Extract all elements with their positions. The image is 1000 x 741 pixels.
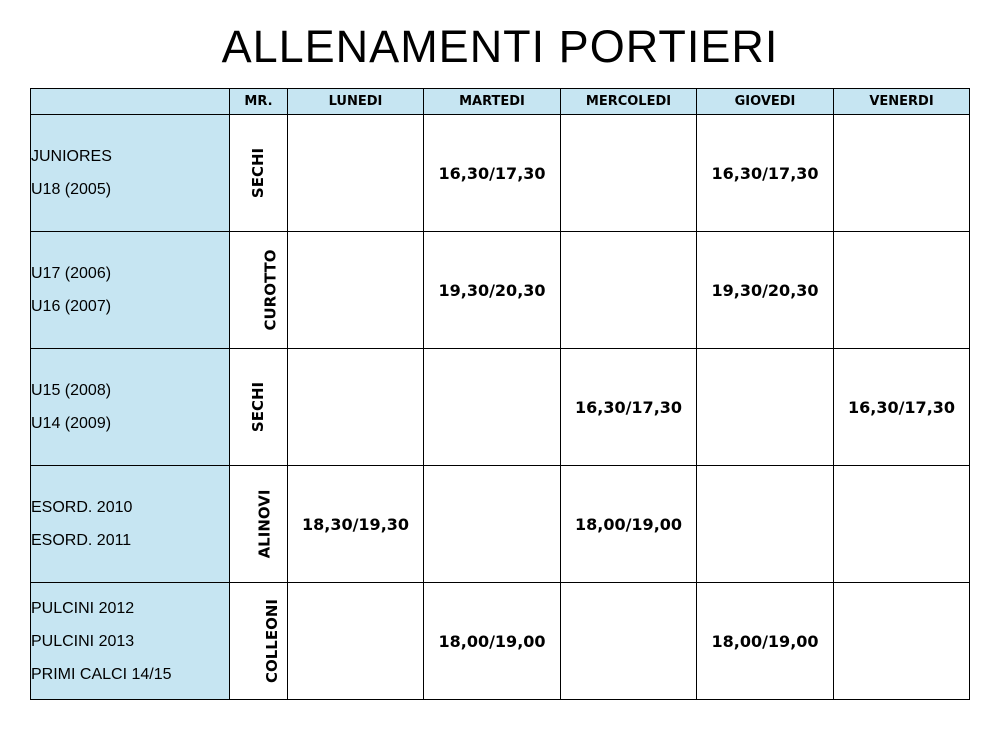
slot-friday bbox=[834, 115, 970, 232]
slot-wednesday bbox=[561, 115, 697, 232]
slot-wednesday bbox=[561, 232, 697, 349]
group-label: U17 (2006) bbox=[31, 265, 112, 282]
slot-tuesday bbox=[424, 466, 561, 583]
table-row bbox=[31, 583, 970, 700]
table-row bbox=[31, 115, 970, 232]
group-cell bbox=[31, 232, 230, 349]
coach-cell bbox=[230, 115, 288, 232]
coach-name: SECHI bbox=[249, 381, 268, 432]
group-cell bbox=[31, 466, 230, 583]
table-row bbox=[31, 466, 970, 583]
coach-name: SECHI bbox=[249, 147, 268, 198]
slot-friday bbox=[834, 232, 970, 349]
group-cell bbox=[31, 115, 230, 232]
slot-monday bbox=[288, 232, 424, 349]
slot-friday: 16,30/17,30 bbox=[834, 349, 970, 466]
table-row bbox=[31, 232, 970, 349]
group-label: PULCINI 2013 bbox=[31, 632, 135, 650]
coach-cell bbox=[230, 466, 288, 583]
group-cell bbox=[31, 583, 230, 700]
header-coach: MR. bbox=[230, 89, 288, 115]
slot-tuesday: 16,30/17,30 bbox=[424, 115, 561, 232]
coach-name: CUROTTO bbox=[261, 248, 280, 331]
group-label: ESORD. 2011 bbox=[31, 532, 132, 549]
slot-thursday: 16,30/17,30 bbox=[697, 115, 834, 232]
page-title: ALLENAMENTI PORTIERI bbox=[221, 21, 779, 72]
slot-thursday bbox=[697, 466, 834, 583]
coach-cell bbox=[230, 583, 288, 700]
header-blank bbox=[31, 89, 230, 115]
slot-tuesday: 19,30/20,30 bbox=[424, 232, 561, 349]
group-label: U18 (2005) bbox=[31, 181, 112, 198]
slot-wednesday: 18,00/19,00 bbox=[561, 466, 697, 583]
slot-tuesday: 18,00/19,00 bbox=[424, 583, 561, 700]
group-label: ESORD. 2010 bbox=[31, 499, 133, 516]
header-wednesday: MERCOLEDI bbox=[561, 89, 697, 115]
slot-friday bbox=[834, 466, 970, 583]
slot-monday: 18,30/19,30 bbox=[288, 466, 424, 583]
group-label: PULCINI 2012 bbox=[31, 599, 135, 617]
header-tuesday: MARTEDI bbox=[424, 89, 561, 115]
table-row bbox=[31, 349, 970, 466]
group-label: U15 (2008) bbox=[31, 382, 112, 399]
slot-thursday: 19,30/20,30 bbox=[697, 232, 834, 349]
slot-friday bbox=[834, 583, 970, 700]
coach-name: ALINOVI bbox=[255, 489, 274, 558]
header-friday: VENERDI bbox=[834, 89, 970, 115]
slot-monday bbox=[288, 349, 424, 466]
group-cell bbox=[31, 349, 230, 466]
group-label: JUNIORES bbox=[31, 148, 112, 165]
slot-wednesday bbox=[561, 583, 697, 700]
training-schedule-table bbox=[30, 88, 970, 700]
group-label: U16 (2007) bbox=[31, 298, 112, 315]
coach-name: COLLEONI bbox=[263, 598, 282, 683]
slot-monday bbox=[288, 115, 424, 232]
group-label: PRIMI CALCI 14/15 bbox=[31, 665, 172, 683]
slot-thursday: 18,00/19,00 bbox=[697, 583, 834, 700]
header-row bbox=[31, 89, 970, 115]
slot-monday bbox=[288, 583, 424, 700]
header-monday: LUNEDI bbox=[288, 89, 424, 115]
group-label: U14 (2009) bbox=[31, 415, 112, 432]
slot-thursday bbox=[697, 349, 834, 466]
header-thursday: GIOVEDI bbox=[697, 89, 834, 115]
coach-cell bbox=[230, 349, 288, 466]
coach-cell bbox=[230, 232, 288, 349]
slot-tuesday bbox=[424, 349, 561, 466]
slot-wednesday: 16,30/17,30 bbox=[561, 349, 697, 466]
